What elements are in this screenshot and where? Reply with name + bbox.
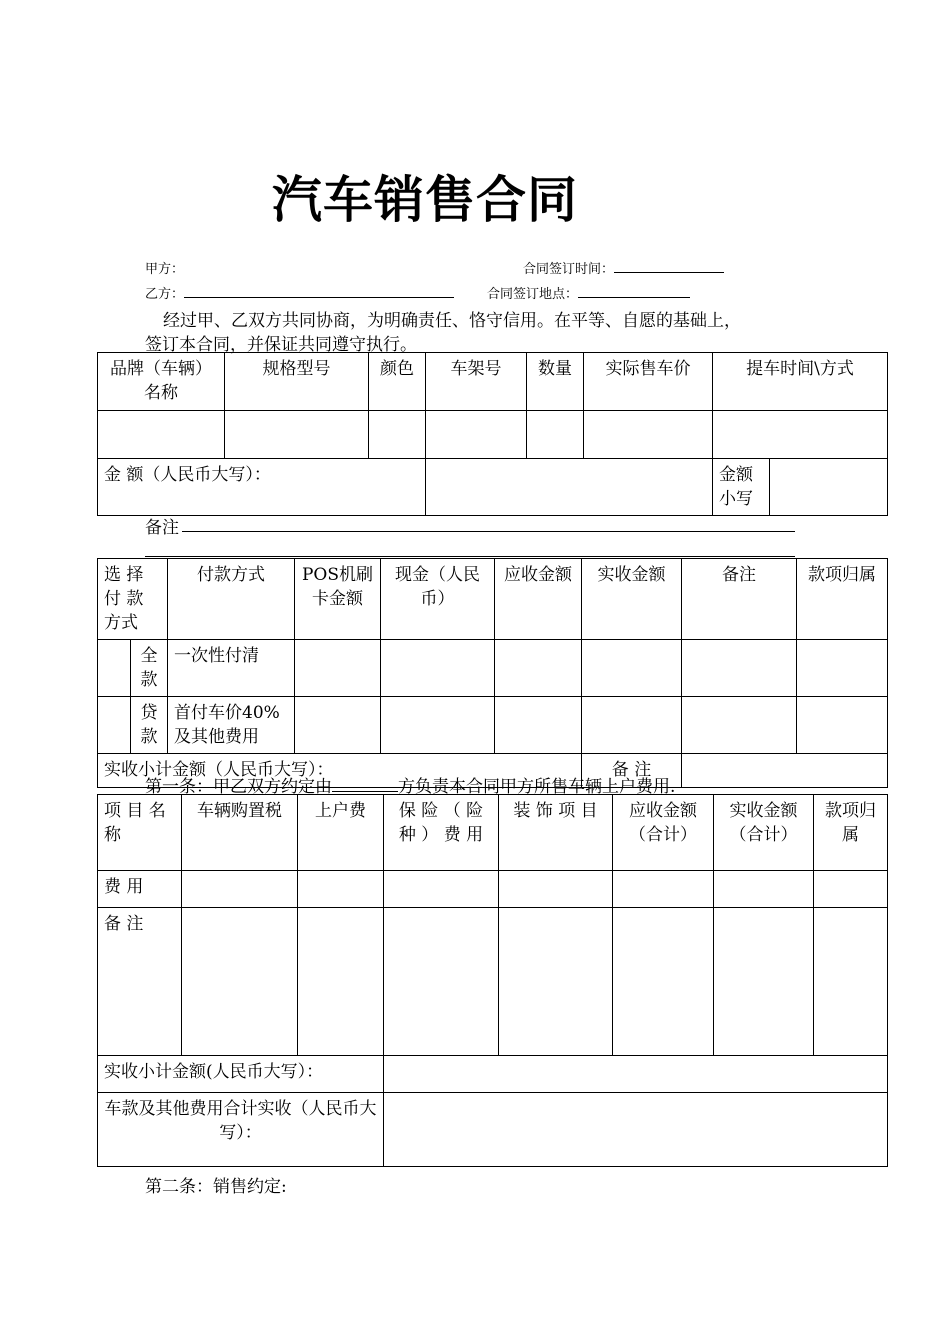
cell-loan-cash[interactable] (381, 697, 495, 754)
payment-remark-label: 备 注 (582, 754, 682, 788)
fees-subtotal-label: 实收小计金额(人民币大写）： (98, 1056, 384, 1093)
cell-fee-received[interactable] (714, 871, 814, 908)
payment-table (97, 558, 888, 788)
vehicle-table (97, 352, 888, 516)
header-decoration: 装 饰 项 目 (499, 795, 613, 871)
sign-time-field[interactable] (523, 258, 724, 277)
cell-pickup-time[interactable] (713, 411, 888, 459)
cell-full-remark[interactable] (682, 640, 797, 697)
cell-remark-receivable[interactable] (613, 908, 714, 1056)
cell-brand-name[interactable] (98, 411, 225, 459)
checkbox-loan[interactable] (98, 697, 131, 754)
header-actual-price: 实际售车价 (584, 353, 713, 411)
checkbox-full-payment[interactable] (98, 640, 131, 697)
fees-table (97, 794, 888, 1167)
cell-remark-received[interactable] (714, 908, 814, 1056)
cell-color[interactable] (369, 411, 426, 459)
fee-remark-label: 备 注 (98, 908, 182, 1056)
party-b-label: 乙方： (145, 287, 185, 302)
sign-place-field[interactable] (487, 283, 690, 302)
remark-line-1[interactable] (182, 531, 795, 532)
header-quantity: 数量 (527, 353, 584, 411)
cell-remark-belongs[interactable] (814, 908, 888, 1056)
article-1-prefix: 第一条：甲乙双方约定由 (145, 777, 332, 797)
cell-full-pos[interactable] (295, 640, 381, 697)
amount-upper-label: 金 额（人民币大写）： (98, 459, 426, 516)
cell-fee-tax[interactable] (182, 871, 298, 908)
remark-label: 备注 (145, 518, 179, 538)
cell-fee-insurance[interactable] (384, 871, 499, 908)
header-item-name: 项 目 名 称 (98, 795, 182, 871)
cell-full-receivable[interactable] (495, 640, 582, 697)
sign-place-blank[interactable] (578, 285, 690, 298)
cell-spec-model[interactable] (225, 411, 369, 459)
sign-place-label: 合同签订地点： (487, 287, 579, 302)
cell-vin[interactable] (426, 411, 527, 459)
party-a-label: 甲方： (145, 262, 185, 277)
amount-upper-value[interactable] (426, 459, 713, 516)
cell-fee-belongs[interactable] (814, 871, 888, 908)
amount-lower-value[interactable] (770, 459, 888, 516)
cell-loan-receivable[interactable] (495, 697, 582, 754)
responsible-party-blank[interactable] (332, 777, 398, 792)
article-1-suffix: 方负责本合同甲方所售车辆上户费用. (398, 777, 676, 797)
amount-lower-label: 金额小写 (713, 459, 770, 516)
remark-line-2[interactable] (145, 556, 795, 557)
cell-actual-price[interactable] (584, 411, 713, 459)
sign-time-blank[interactable] (614, 260, 724, 273)
method-loan: 首付车价40%及其他费用 (168, 697, 295, 754)
header-cash: 现金（人民币） (381, 559, 495, 640)
cell-remark-insurance[interactable] (384, 908, 499, 1056)
header-received-total: 实收金额（合计） (714, 795, 814, 871)
cell-full-cash[interactable] (381, 640, 495, 697)
header-purchase-tax: 车辆购置税 (182, 795, 298, 871)
header-receivable: 应收金额 (495, 559, 582, 640)
article-2: 第二条：销售约定: (145, 1177, 287, 1197)
cell-remark-tax[interactable] (182, 908, 298, 1056)
party-b-field[interactable] (145, 283, 454, 302)
header-registration-fee: 上户费 (298, 795, 384, 871)
cell-fee-decoration[interactable] (499, 871, 613, 908)
cell-loan-remark[interactable] (682, 697, 797, 754)
cell-full-belongs[interactable] (797, 640, 888, 697)
intro-line-2: 签订本合同，并保证共同遵守执行。 (145, 335, 417, 355)
header-pickup-time: 提车时间\方式 (713, 353, 888, 411)
label-loan: 贷款 (131, 697, 168, 754)
party-b-blank[interactable] (184, 285, 454, 298)
cell-remark-decoration[interactable] (499, 908, 613, 1056)
header-received: 实收金额 (582, 559, 682, 640)
sign-time-label: 合同签订时间： (523, 262, 615, 277)
grand-total-value[interactable] (384, 1093, 888, 1167)
cell-full-received[interactable] (582, 640, 682, 697)
fees-subtotal-value[interactable] (384, 1056, 888, 1093)
cell-loan-pos[interactable] (295, 697, 381, 754)
cell-fee-receivable[interactable] (613, 871, 714, 908)
cell-quantity[interactable] (527, 411, 584, 459)
grand-total-label: 车款及其他费用合计实收（人民币大写）： (98, 1093, 384, 1167)
payment-remark-value[interactable] (682, 754, 888, 788)
header-vin: 车架号 (426, 353, 527, 411)
cell-fee-registration[interactable] (298, 871, 384, 908)
header-belongs-to: 款项归属 (797, 559, 888, 640)
header-select-payment: 选 择 付 款 方式 (98, 559, 168, 640)
payment-subtotal-label: 实收小计金额（人民币大写）： (98, 754, 582, 788)
header-insurance: 保 险 （ 险 种 ） 费 用 (384, 795, 499, 871)
header-spec-model: 规格型号 (225, 353, 369, 411)
header-color: 颜色 (369, 353, 426, 411)
header-receivable-total: 应收金额（合计） (613, 795, 714, 871)
header-remark: 备注 (682, 559, 797, 640)
intro-line-1: 经过甲、乙双方共同协商，为明确责任、恪守信用。在平等、自愿的基础上， (163, 311, 741, 331)
header-brand-name: 品牌（车辆）名称 (98, 353, 225, 411)
cell-loan-belongs[interactable] (797, 697, 888, 754)
fee-row-label: 费 用 (98, 871, 182, 908)
cell-loan-received[interactable] (582, 697, 682, 754)
label-full-payment: 全款 (131, 640, 168, 697)
header-fee-belongs: 款项归属 (814, 795, 888, 871)
header-payment-method: 付款方式 (168, 559, 295, 640)
header-pos-amount: POS机刷卡金额 (295, 559, 381, 640)
method-full-payment: 一次性付清 (168, 640, 295, 697)
cell-remark-registration[interactable] (298, 908, 384, 1056)
document-title: 汽车销售合同 (272, 171, 578, 229)
